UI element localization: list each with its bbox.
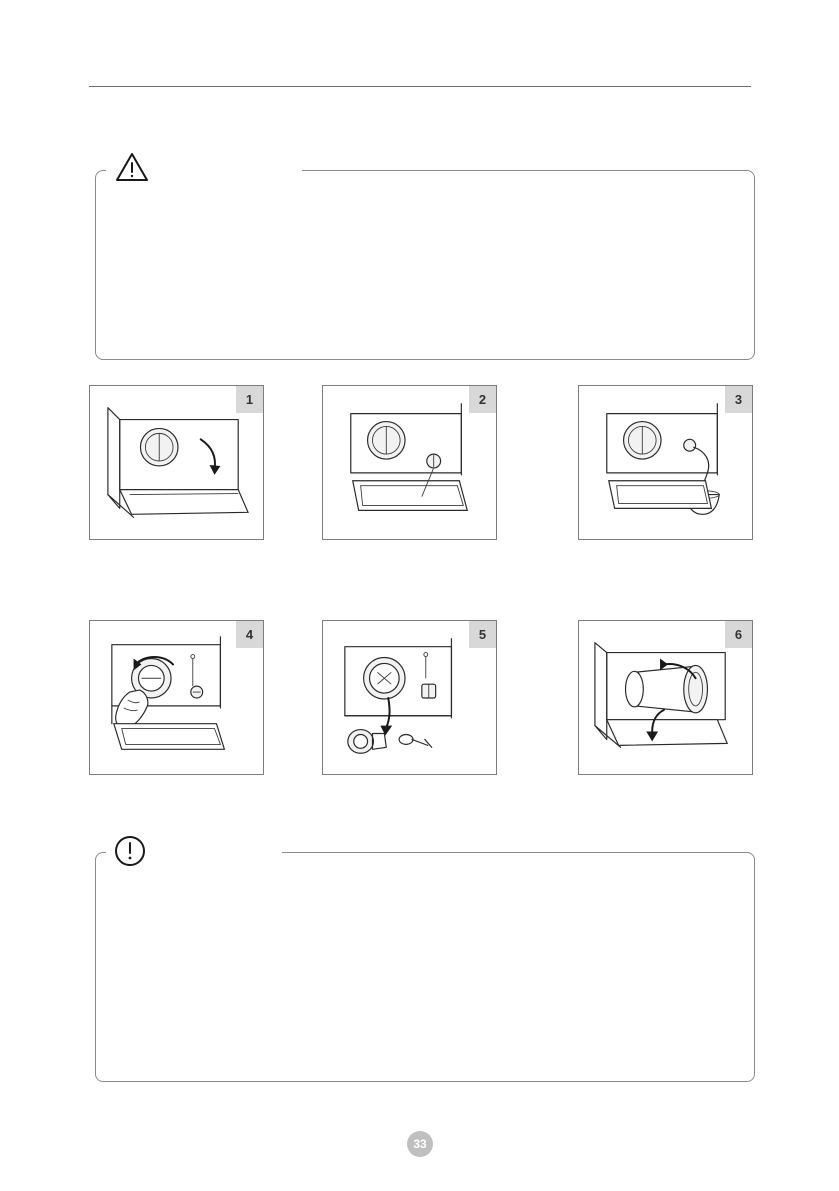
figure-locate-drain-hose [322,385,497,540]
figure-drain-water-into-bowl [578,385,753,540]
figure-step-number: 4 [245,627,254,642]
figure-step-number: 6 [734,627,743,642]
figure-close-filter-cover [578,620,753,775]
figure-turn-filter-counterclockwise [89,620,264,775]
figure-step-number: 3 [734,392,743,407]
figure-step-number: 5 [478,627,487,642]
header-divider [89,86,751,87]
exclamation-circle-icon [110,833,150,869]
note-callout [95,852,755,1082]
figure-step-number: 1 [245,392,254,407]
figure-remove-filter-and-clean [322,620,497,775]
warning-callout [95,170,755,360]
figure-open-filter-cover [89,385,264,540]
page-number: 33 [407,1131,433,1157]
figure-step-number: 2 [478,392,487,407]
warning-triangle-icon [112,149,152,185]
